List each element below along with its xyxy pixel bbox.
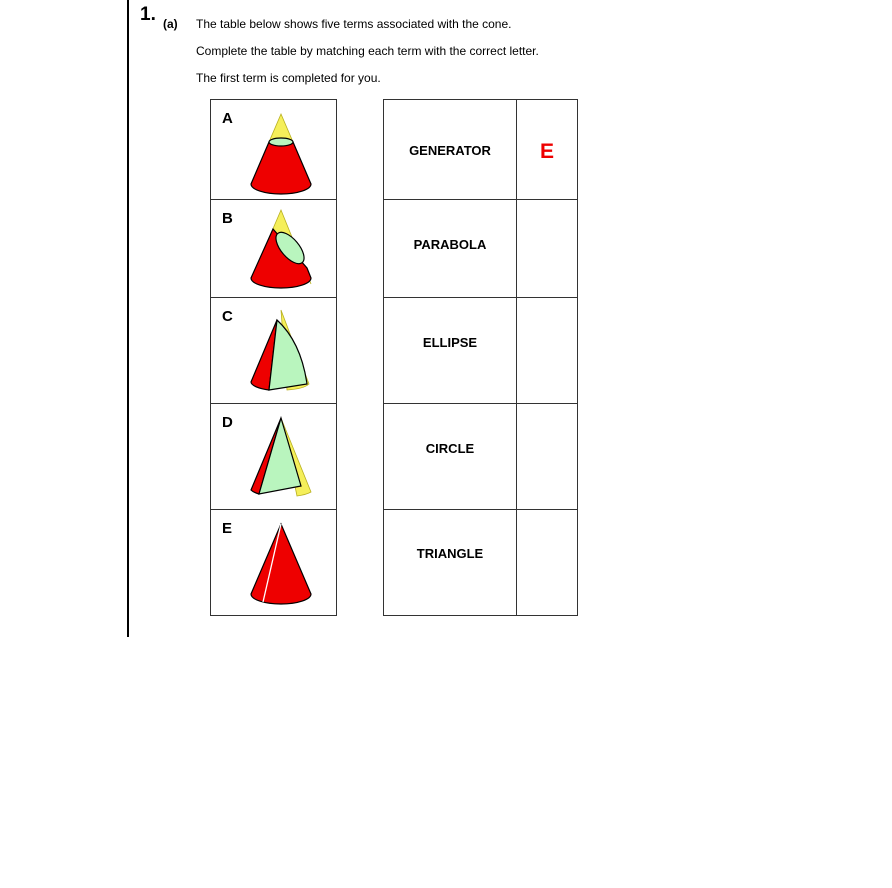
answer-cell[interactable]: [517, 510, 578, 616]
cone-cell: [211, 200, 337, 298]
question-number: 1.: [140, 4, 156, 25]
cone-circle-section-image: [247, 104, 327, 196]
part-label: (a): [163, 17, 178, 31]
terms-table: [383, 99, 578, 616]
term-cell: [384, 200, 517, 298]
instruction-line-2: Complete the table by matching each term with the correct letter.: [196, 44, 539, 58]
instruction-line-1: The table below shows five terms associated with the cone.: [196, 17, 512, 31]
instruction-line-3: The first term is completed for you.: [196, 71, 381, 85]
cone-ellipse-section-image: [247, 204, 327, 296]
cone-cell: [211, 510, 337, 616]
cone-letter: D: [222, 414, 233, 431]
term-label: ELLIPSE: [422, 335, 478, 350]
cone-letter: A: [222, 110, 233, 127]
table-row: [384, 404, 578, 510]
term-cell: [384, 510, 517, 616]
term-cell: [384, 298, 517, 404]
term-cell: [384, 100, 517, 200]
table-row: [384, 100, 578, 200]
cone-cell: [211, 100, 337, 200]
cone-letter: B: [222, 210, 233, 227]
cone-triangle-section-image: [247, 408, 327, 504]
cone-parabola-section-image: [247, 302, 327, 398]
answer-cell[interactable]: [517, 404, 578, 510]
cone-cell: [211, 404, 337, 510]
cone-table: [210, 99, 337, 616]
term-label: CIRCLE: [425, 441, 475, 456]
cone-letter: E: [222, 520, 233, 537]
cone-letter: C: [222, 308, 233, 325]
table-row: [384, 510, 578, 616]
answer-cell[interactable]: [517, 200, 578, 298]
term-label: GENERATOR: [409, 143, 491, 158]
answer-cell[interactable]: [517, 298, 578, 404]
term-cell: [384, 404, 517, 510]
margin-rule: [127, 0, 129, 637]
table-row: [384, 200, 578, 298]
table-row: [384, 298, 578, 404]
answer-cell[interactable]: [517, 100, 578, 200]
answer-letter: E: [539, 140, 554, 163]
term-label: TRIANGLE: [416, 546, 484, 561]
cone-cell: [211, 298, 337, 404]
cone-generator-image: [247, 514, 327, 610]
term-label: PARABOLA: [413, 237, 487, 252]
